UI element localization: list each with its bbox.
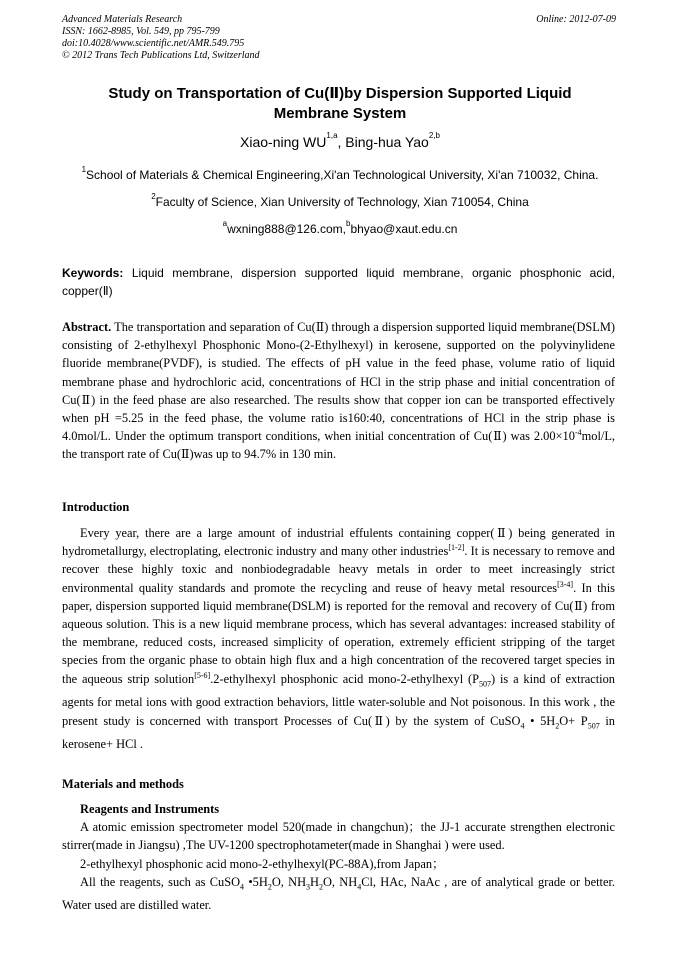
intro-sub-4: 4 — [520, 720, 525, 730]
affiliation-1-marker: 1 — [81, 165, 87, 174]
reagents-sub-3: 3 — [306, 882, 311, 892]
reagents-text-b: •5H — [244, 874, 268, 889]
intro-text-7: O+ P — [559, 713, 588, 728]
reagents-sub-5: 4 — [357, 882, 362, 892]
paper-title — [62, 84, 618, 124]
email-a[interactable]: wxning888@126.com, — [227, 222, 346, 236]
affiliation-2 — [62, 192, 618, 209]
abstract-text-1: The transportation and separation of Cu(Ⅱ) through a dispersion supported liquid membrane(DSLM) consisting of 2-ethylhexyl Phosphonic Mono-(2-Ethylhexyl) in kerosene, supported on the polyvinylidene fluoride membrane(PVDF), is studied. The effects of pH value in the feed phase, volume ratio of liquid membrane phase and hydrochloric acid, concentrations of HCl in the strip phase and initial concentration of Cu(Ⅱ) in the feed phase are also researched. The results show that copper ion can be transported effectively when pH =5.25 in the feed phase, the volume ratio is160:40, concentrations of HCl in the strip phase is 4.0mol/L. Under the optimum transport conditions, when initial concentration of Cu(Ⅱ) was 2.00×10 — [62, 320, 616, 444]
keywords-text: Liquid membrane, dispersion supported liquid membrane, organic phosphonic acid, copper(Ⅱ) — [62, 266, 615, 298]
reagents-sub-4: 2 — [318, 882, 323, 892]
reagents-text-f: Cl, HAc, NaAc , are of analytical grade or better. Water used are distilled water. — [62, 874, 615, 913]
abstract-label: Abstract. — [62, 320, 112, 334]
intro-sub-507-b: 507 — [587, 720, 600, 730]
introduction-heading: Introduction — [62, 500, 130, 514]
issn-line: ISSN: 1662-8985, Vol. 549, pp 795-799 — [62, 26, 220, 37]
author-2-affiliation: 2,b — [428, 131, 440, 140]
abstract-exponent: -4 — [574, 428, 582, 438]
affiliation-1-text: School of Materials & Chemical Engineering,Xi'an Technological University, Xi'an 710032, China. — [86, 168, 599, 182]
methods-paragraph-1: A atomic emission spectrometer model 520(made in changchun)；the JJ-1 accurate strengthen electronic stirrer(made in Jiangsu) ,The UV-1200 spectrophotameter(made in Shanghai ) were used. — [62, 820, 615, 853]
methods-paragraph-3 — [62, 873, 615, 915]
abstract-section — [62, 318, 615, 464]
author-2: Bing-hua Yao — [345, 134, 429, 150]
author-line — [62, 131, 618, 150]
intro-sub-507-a: 507 — [479, 679, 492, 689]
intro-text-2: . It is necessary to remove and recover these highly toxic and nonbiodegradable heavy metals in order to meet increasingly strict environmental quality standards and promote the recycling and reuse of heavy metal resources — [62, 544, 615, 595]
journal-header — [62, 14, 618, 62]
journal-name: Advanced Materials Research — [62, 14, 183, 25]
citation-5-6: [5-6] — [194, 670, 211, 680]
intro-text-4: .2-ethylhexyl phosphonic acid mono-2-ethylhexyl (P — [210, 671, 480, 686]
author-separator: , — [337, 134, 346, 150]
reagents-text-e: O, NH — [322, 874, 358, 889]
email-b[interactable]: bhyao@xaut.edu.cn — [350, 222, 458, 236]
reagents-text-a: All the reagents, such as CuSO — [80, 874, 241, 889]
intro-text-3: . In this paper, dispersion supported liquid membrane(DSLM) is reported for the removal and recovery of Cu(Ⅱ) from aqueous solution. This is a new liquid membrane process, which has several advantages: increased stability of the membrane, reduced costs, increased simplicity of operation, extremely efficient stripping of the target species from the organic phase to obtain high flux and a high concentration of the recovered target species in the aqueous strip solution — [62, 580, 615, 686]
citation-3-4: [3-4] — [557, 579, 574, 589]
title-line-2: Membrane System — [273, 105, 407, 122]
email-line — [62, 219, 618, 236]
intro-text-6: • 5H — [524, 713, 556, 728]
keywords-label: Keywords: — [62, 266, 124, 280]
introduction-paragraph — [62, 524, 615, 753]
intro-text-1: Every year, there are a large amount of industrial effulents containing copper(Ⅱ) being generated in hydrometallurgy, electroplating, electronic industry and many other industries — [62, 526, 615, 559]
copyright-line: © 2012 Trans Tech Publications Ltd, Switzerland — [62, 50, 260, 61]
methods-paragraph-2: 2-ethylhexyl phosphonic acid mono-2-ethylhexyl(PC-88A),from Japan； — [80, 856, 445, 871]
abstract-text-2: mol/L, the transport rate of Cu(Ⅱ)was up to 94.7% in 130 min. — [62, 429, 615, 462]
intro-text-5: ) is a kind of extraction agents for metal ions with good extraction behaviors, little water-soluble and Not poisonous. In this work , the present study is concerned with transport Processes of Cu(Ⅱ) by the system of CuSO — [62, 671, 615, 728]
methods-heading: Materials and methods — [62, 777, 184, 791]
affiliation-2-marker: 2 — [151, 192, 156, 201]
reagents-sub-2: 2 — [267, 882, 272, 892]
author-1-affiliation: 1,a — [326, 131, 338, 140]
affiliation-1 — [62, 165, 618, 182]
intro-text-8: in kerosene+ HCl . — [62, 713, 615, 752]
reagents-subheading: Reagents and Instruments — [80, 802, 220, 816]
online-date: Online: 2012-07-09 — [536, 14, 616, 25]
doi-line: doi:10.4028/www.scientific.net/AMR.549.795 — [62, 38, 245, 49]
methods-section — [62, 800, 615, 915]
title-line-1: Study on Transportation of Cu(Ⅱ)by Dispersion Supported Liquid — [108, 85, 572, 102]
intro-sub-2: 2 — [555, 720, 560, 730]
reagents-text-d: H — [310, 874, 319, 889]
citation-1-2: [1-2] — [448, 543, 465, 553]
reagents-text-c: O, NH — [271, 874, 307, 889]
email-b-marker: b — [346, 219, 351, 228]
reagents-sub-1: 4 — [240, 882, 245, 892]
keywords-section — [62, 264, 615, 300]
affiliation-2-text: Faculty of Science, Xian University of Technology, Xian 710054, China — [155, 195, 529, 209]
author-1: Xiao-ning WU — [240, 134, 327, 150]
email-a-marker: a — [222, 219, 228, 228]
